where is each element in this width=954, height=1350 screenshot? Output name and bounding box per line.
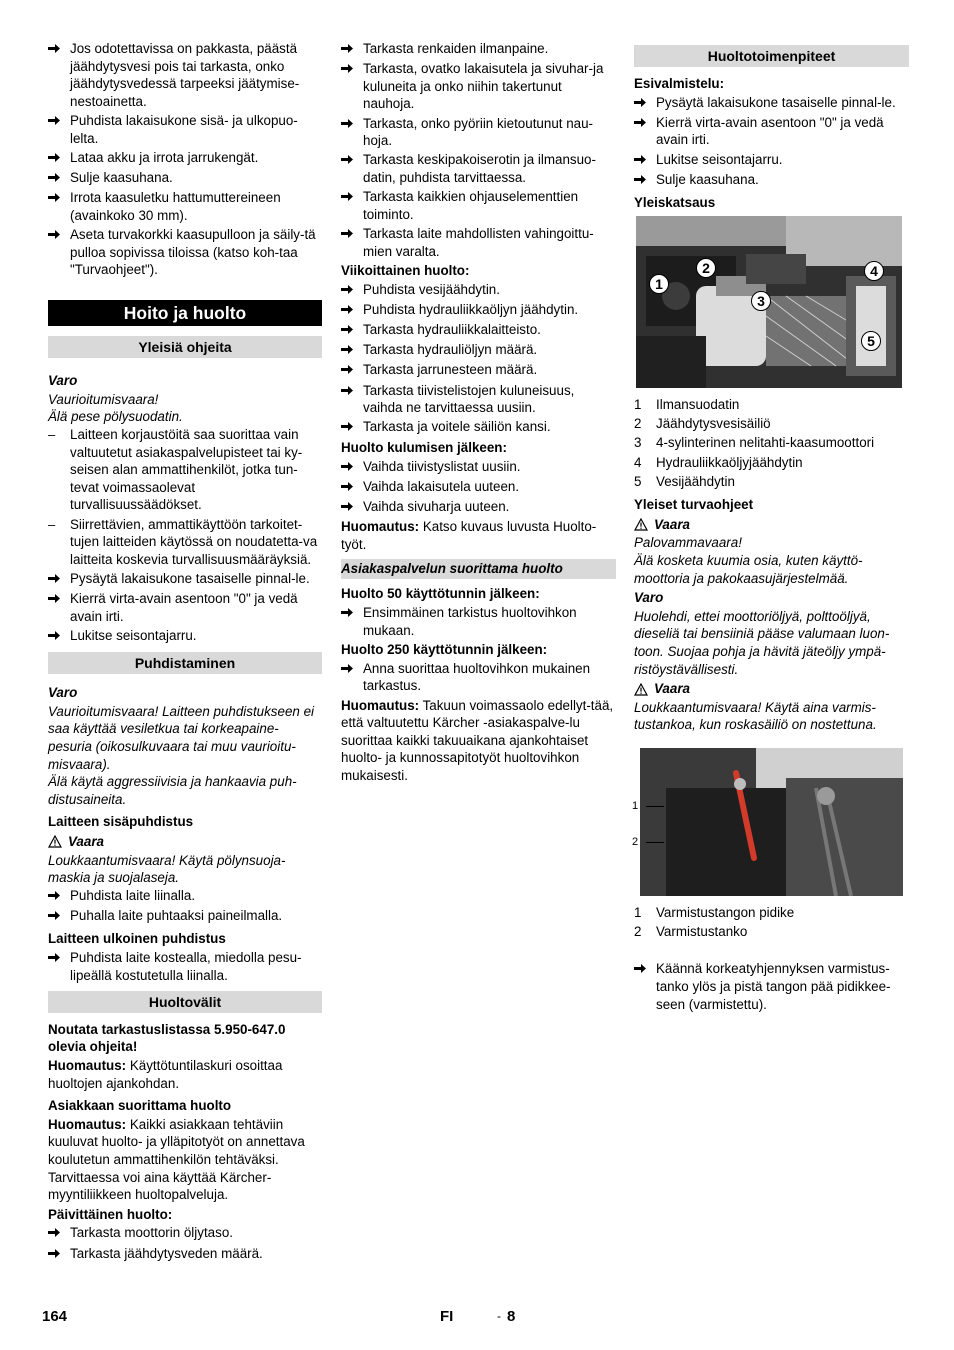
subheading: Laitteen sisäpuhdistus	[48, 814, 194, 830]
arrow-right-icon	[341, 225, 363, 244]
list-item	[48, 1245, 322, 1264]
list-item-text: Jos odotettavissa on pakkasta, päästä jäähdytysvesi pois tai tarkasta, onko jäähdytysvedessä tarpeeksi jäätymise-nestoainetta.	[70, 41, 300, 109]
note-paragraph: Huomautus: Katso kuvaus luvusta Huolto-työt.	[341, 519, 597, 552]
engine-overview-figure	[636, 216, 902, 388]
legend-item	[634, 473, 909, 491]
list-item-text: Vaihda tiivistyslistat uusiin.	[363, 458, 521, 474]
list-item-text: Vaihda lakaisutela uuteen.	[363, 478, 520, 494]
list-item-text: Tarkasta laite mahdollisten vahingoittu-mien varalta.	[363, 225, 594, 259]
legend-text: Ilmansuodatin	[656, 396, 740, 412]
column-3	[634, 40, 909, 1015]
list-item	[341, 660, 616, 695]
list-item-text: Puhdista vesijäähdytin.	[363, 281, 500, 297]
callout: 2	[696, 258, 716, 278]
legend-number: 4	[634, 454, 642, 470]
list-item-text: Tarkasta keskipakoiserotin ja ilmansuo-datin, puhdista tarvittaessa.	[363, 152, 596, 185]
list-item	[341, 188, 616, 223]
list-item-text: Aseta turvakorkki kaasupulloon ja säily-tä pulloa sopivissa tiloissa (katso koh-taa "Turvaohjeet").	[70, 226, 316, 278]
list-item	[341, 604, 616, 639]
callout: 5	[861, 331, 881, 351]
legend-text: Vesijäähdytin	[656, 473, 735, 489]
arrow-right-icon	[634, 94, 656, 113]
bullet-list	[634, 94, 909, 190]
arrow-right-icon	[341, 281, 363, 300]
list-item	[634, 960, 909, 1013]
arrow-right-icon	[48, 590, 70, 609]
list-item	[341, 498, 616, 517]
list-item	[48, 627, 322, 646]
arrow-right-icon	[341, 361, 363, 380]
list-item	[48, 189, 322, 224]
subheading: Laitteen ulkoinen puhdistus	[48, 931, 226, 947]
arrow-right-icon	[341, 382, 363, 401]
note-text: Huolehdi, ettei moottoriöljyä, polttoöljyä, dieseliä tai bensiiniä pääse valumaan luon-toon. Suojaa pohja ja hävitä jäteöljy ympä-ristöystävällisesti.	[634, 608, 890, 677]
arrow-right-icon	[341, 188, 363, 207]
callout: 3	[751, 291, 771, 311]
arrow-right-icon	[341, 341, 363, 360]
subheading: Viikoittainen huolto:	[341, 263, 470, 279]
subheading: Päivittäinen huolto:	[48, 1206, 173, 1222]
column-2	[341, 40, 616, 784]
list-item-text: Tarkasta renkaiden ilmanpaine.	[363, 41, 549, 56]
arrow-right-icon	[48, 949, 70, 968]
list-item-text: Sulje kaasuhana.	[70, 169, 173, 185]
subheading: Esivalmistelu:	[634, 76, 725, 91]
list-item-text: Kierrä virta-avain asentoon "0" ja vedä avain irti.	[656, 114, 884, 148]
list-item	[341, 60, 616, 113]
legend-text: Hydrauliikkaöljyjäähdytin	[656, 454, 803, 470]
list-item-text: Puhdista laite kostealla, miedolla pesu-lipeällä kostutetulla liinalla.	[70, 950, 302, 983]
list-item	[341, 115, 616, 150]
arrow-right-icon	[48, 1245, 70, 1264]
arrow-right-icon	[48, 907, 70, 926]
arrow-right-icon	[341, 40, 363, 59]
legend-text: 4-sylinterinen nelitahti-kaasumoottori	[656, 435, 875, 451]
callout: 2	[632, 836, 639, 848]
arrow-right-icon	[341, 418, 363, 437]
arrow-right-icon	[48, 226, 70, 245]
arrow-right-icon	[341, 478, 363, 497]
checklist-note: Noutata tarkastuslistassa 5.950-647.0 olevia ohjeita!	[48, 1021, 286, 1055]
arrow-right-icon	[341, 458, 363, 477]
note-heading: Varo	[48, 685, 78, 701]
list-item	[48, 1224, 322, 1243]
list-item-text: Tarkasta jarrunesteen määrä.	[363, 362, 538, 378]
arrow-right-icon	[341, 301, 363, 320]
list-item	[341, 418, 616, 437]
subsection-title-intervals: Huoltovälit	[48, 991, 322, 1013]
list-item	[48, 169, 322, 188]
note-line: Vaurioitumisvaara! Laitteen puhdistukseen ei saa käyttää vesiletkua tai korkeapaine-pesuria (oikosulkuvaara tai muu vaurioitu-misvaara).	[48, 703, 314, 772]
legend-number: 1	[634, 396, 642, 412]
list-item	[341, 225, 616, 260]
warning-triangle-icon	[634, 518, 648, 531]
list-item-text: Ensimmäinen tarkistus huoltovihkon mukaan.	[363, 604, 577, 638]
list-item	[341, 321, 616, 340]
dash-marker: –	[48, 427, 56, 443]
list-item-text: Tarkasta hydrauliikkalaitteisto.	[363, 322, 541, 338]
list-item	[341, 382, 616, 417]
arrow-right-icon	[48, 40, 70, 59]
list-item	[48, 226, 322, 279]
legend-item	[634, 434, 909, 452]
arrow-right-icon	[341, 498, 363, 517]
note-line: Älä käytä aggressiivisia ja hankaavia puh-distusaineita.	[48, 774, 297, 807]
list-item	[341, 281, 616, 300]
warning-triangle-icon	[634, 683, 648, 696]
arrow-right-icon	[48, 149, 70, 168]
arrow-right-icon	[341, 60, 363, 79]
arrow-right-icon	[48, 189, 70, 208]
list-item-text: Puhalla laite puhtaaksi paineilmalla.	[70, 907, 283, 923]
subheading: Yleiset turvaohjeet	[634, 497, 754, 513]
legend-number: 5	[634, 473, 642, 489]
arrow-right-icon	[634, 114, 656, 133]
bullet-list	[634, 960, 909, 1013]
page-number: 164	[42, 1308, 68, 1325]
sub-page-number: 8	[507, 1308, 516, 1325]
legend-number: 2	[634, 416, 642, 432]
arrow-right-icon	[634, 171, 656, 190]
warning-text: Älä kosketa kuumia osia, kuten käyttö-moottoria ja pakokaasujärjestelmää.	[634, 553, 863, 586]
list-item	[341, 341, 616, 360]
subheading: Huolto kulumisen jälkeen:	[341, 440, 507, 455]
list-item-text: Puhdista lakaisukone sisä- ja ulkopuo-lelta.	[70, 112, 298, 146]
note-heading: Varo	[48, 373, 78, 389]
list-item-text: Sulje kaasuhana.	[656, 171, 759, 187]
legend-text: Varmistustangon pidike	[656, 905, 795, 920]
list-item-text: Lukitse seisontajarru.	[70, 627, 197, 643]
bullet-list	[48, 949, 322, 984]
list-item	[634, 114, 909, 149]
warning-text: Loukkaantumisvaara! Käytä pölynsuoja-maskia ja suojalaseja.	[48, 852, 286, 886]
list-item-text: Puhdista hydrauliikkaöljyn jäähdytin.	[363, 301, 579, 317]
bullet-list	[48, 40, 322, 279]
list-item	[48, 426, 322, 514]
list-item-text: Tarkasta, ovatko lakaisutela ja sivuhar-ja kuluneita ja onko niihin takertunut nauhoja.	[363, 61, 604, 112]
list-item-text: Irrota kaasuletku hattumuttereineen (avainkoko 30 mm).	[70, 190, 281, 223]
arrow-right-icon	[48, 570, 70, 589]
list-item	[341, 361, 616, 380]
list-item-text: Käännä korkeatyhjennyksen varmistus-tanko ylös ja pistä tangon pää pidikkee-seen (varmistettu).	[656, 961, 891, 1012]
arrow-right-icon	[634, 960, 656, 979]
list-item-text: Tarkasta jäähdytysveden määrä.	[70, 1245, 263, 1261]
list-item-text: Tarkasta ja voitele säiliön kansi.	[363, 419, 551, 435]
warning-heading: Vaara	[48, 833, 322, 851]
list-item	[341, 40, 616, 59]
legend-item	[634, 396, 909, 414]
subheading: Huolto 50 käyttötunnin jälkeen:	[341, 586, 540, 602]
safety-bar-figure	[636, 748, 903, 896]
list-item	[48, 590, 322, 625]
warning-heading: Vaara	[634, 516, 909, 534]
callout: 1	[632, 800, 639, 812]
list-item-text: Pysäytä lakaisukone tasaiselle pinnal-le.	[656, 94, 896, 110]
column-1	[48, 40, 322, 1265]
legend-text: Jäähdytysvesisäiliö	[656, 416, 771, 432]
warning-text: Palovammavaara!	[634, 535, 742, 551]
list-item-text: Pysäytä lakaisukone tasaiselle pinnal-le.	[70, 571, 310, 586]
note-paragraph: Huomautus: Käyttötuntilaskuri osoittaa huoltojen ajankohdan.	[48, 1058, 283, 1091]
figure-legend	[634, 396, 909, 490]
note-paragraph: Huomautus: Takuun voimassaolo edellyt-tää, että valtuutettu Kärcher -asiakaspalve-lu suorittaa kaikki takuuaikana ajankohtaiset huolto- ja kunnossapitotyöt huoltovihkon mukaisesti.	[341, 697, 614, 783]
bullet-list	[341, 40, 616, 260]
list-item	[341, 458, 616, 477]
note-line: Vaurioitumisvaara!	[48, 391, 159, 407]
note-line: Älä pese pölysuodatin.	[48, 409, 183, 425]
warning-heading: Vaara	[634, 680, 909, 698]
figure-legend	[634, 904, 909, 941]
dash-marker: –	[48, 516, 56, 532]
list-item-text: Puhdista laite liinalla.	[70, 887, 196, 903]
subheading: Asiakkaan suorittama huolto	[48, 1098, 232, 1114]
dash-list	[48, 426, 322, 568]
list-item	[341, 301, 616, 320]
list-item-text: Lataa akku ja irrota jarrukengät.	[70, 149, 259, 165]
list-item-text: Lukitse seisontajarru.	[656, 151, 783, 167]
legend-number: 2	[634, 924, 642, 940]
legend-item	[634, 415, 909, 433]
bullet-list	[48, 1224, 322, 1263]
warning-triangle-icon	[48, 835, 62, 848]
list-item	[634, 94, 909, 113]
legend-text: Varmistustanko	[656, 924, 748, 940]
arrow-right-icon	[48, 887, 70, 906]
note-heading: Varo	[634, 590, 664, 606]
legend-number: 1	[634, 905, 642, 920]
warning-text: Loukkaantumisvaara! Käytä aina varmis-tustankoa, kun roskasäiliö on nostettuna.	[634, 699, 877, 733]
footer-dash: -	[497, 1309, 501, 1323]
list-item	[341, 151, 616, 186]
legend-number: 3	[634, 435, 642, 451]
list-item-text: Tarkasta moottorin öljytaso.	[70, 1225, 233, 1241]
list-item	[48, 516, 322, 569]
list-item	[48, 149, 322, 168]
bullet-list	[341, 604, 616, 639]
bullet-list	[341, 281, 616, 437]
list-item-text: Vaihda sivuharja uuteen.	[363, 498, 510, 514]
legend-item	[634, 923, 909, 941]
legend-item	[634, 454, 909, 472]
callout-line	[646, 806, 664, 807]
list-item-text: Tarkasta tiivistelistojen kuluneisuus, vaihda ne tarvittaessa uusiin.	[363, 382, 575, 416]
section-title: Hoito ja huolto	[48, 300, 322, 326]
arrow-right-icon	[341, 151, 363, 170]
list-item	[48, 40, 322, 110]
subsection-title-service: Asiakaspalvelun suorittama huolto	[341, 559, 616, 579]
legend-item	[634, 904, 909, 922]
arrow-right-icon	[341, 604, 363, 623]
list-item	[48, 949, 322, 984]
arrow-right-icon	[48, 627, 70, 646]
subheading: Yleiskatsaus	[634, 195, 716, 211]
bullet-list	[48, 570, 322, 646]
list-item	[341, 478, 616, 497]
arrow-right-icon	[48, 169, 70, 188]
subsection-title-maintenance: Huoltotoimenpiteet	[634, 45, 909, 67]
subsection-title-cleaning: Puhdistaminen	[48, 652, 322, 674]
list-item-text: Anna suorittaa huoltovihkon mukainen tarkastus.	[363, 660, 591, 694]
list-item	[634, 171, 909, 190]
subsection-title-general: Yleisiä ohjeita	[48, 336, 322, 358]
bullet-list	[48, 887, 322, 926]
arrow-right-icon	[48, 1224, 70, 1243]
list-item	[634, 151, 909, 170]
arrow-right-icon	[48, 112, 70, 131]
list-item	[48, 570, 322, 589]
subheading: Huolto 250 käyttötunnin jälkeen:	[341, 642, 548, 658]
list-item	[48, 887, 322, 906]
list-item-text: Tarkasta kaikkien ohjauselementtien toiminto.	[363, 189, 579, 222]
list-item-text: Laitteen korjaustöitä saa suorittaa vain valtuutetut asiakaspalvelupisteet tai ky-seisen alan ammattihenkilöt, jotka tun-tevat voimassaolevat turvallisuussäädökset.	[70, 427, 303, 513]
arrow-right-icon	[341, 321, 363, 340]
language-code: FI	[440, 1308, 454, 1325]
list-item	[48, 907, 322, 926]
bullet-list	[341, 660, 616, 695]
safety-bar-photo	[636, 748, 903, 896]
list-item-text: Tarkasta, onko pyöriin kietoutunut nau-hoja.	[363, 115, 594, 149]
list-item-text: Kierrä virta-avain asentoon "0" ja vedä avain irti.	[70, 591, 298, 624]
callout-line	[646, 842, 664, 843]
note-paragraph: Huomautus: Kaikki asiakkaan tehtäviin kuuluvat huolto- ja ylläpitotyöt on annettava koulutetun ammattihenkilön tehtäväksi. Tarvittaessa voi aina käyttää Kärcher-myyntiliikkeen huoltopalveluja.	[48, 1116, 305, 1203]
arrow-right-icon	[341, 115, 363, 134]
arrow-right-icon	[634, 151, 656, 170]
list-item	[48, 112, 322, 147]
bullet-list	[341, 458, 616, 517]
arrow-right-icon	[341, 660, 363, 679]
list-item-text: Tarkasta hydrauliöljyn määrä.	[363, 342, 538, 358]
list-item-text: Siirrettävien, ammattikäyttöön tarkoitet-tujen laitteiden käytössä on noudatetta-va laitteita koskevia turvallisuusmääräyksiä.	[70, 516, 318, 567]
callout: 1	[649, 274, 669, 294]
callout: 4	[864, 261, 884, 281]
